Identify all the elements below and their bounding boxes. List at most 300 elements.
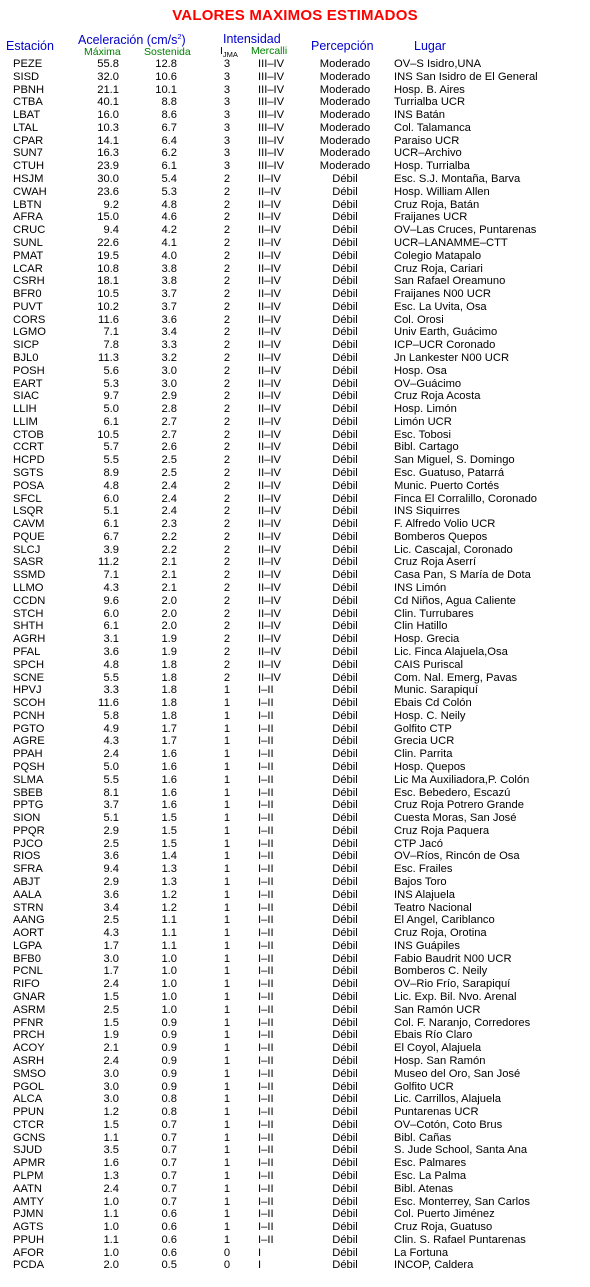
cell-ijma: 2	[223, 313, 231, 326]
cell-lugar: UCR–Archivo	[394, 147, 462, 160]
cell-mercalli: II–IV	[258, 671, 282, 684]
cell-percepcion: Débil	[332, 403, 358, 416]
cell-sostenida: 0.7	[161, 1131, 177, 1144]
cell-estacion: SLCJ	[13, 543, 41, 556]
cell-percepcion: Débil	[332, 390, 358, 403]
cell-estacion: PLPM	[13, 1169, 44, 1182]
cell-ijma: 1	[223, 1042, 231, 1055]
table-row	[0, 774, 590, 787]
cell-mercalli: II–IV	[258, 492, 282, 505]
cell-estacion: SICP	[13, 339, 40, 352]
cell-mercalli: II–IV	[258, 364, 282, 377]
cell-mercalli: I–II	[258, 927, 274, 940]
table-row	[0, 927, 590, 940]
cell-percepcion: Moderado	[319, 121, 371, 134]
cell-mercalli: II–IV	[258, 479, 282, 492]
cell-lugar: Colegio Matapalo	[394, 249, 482, 262]
cell-estacion: SION	[13, 812, 41, 825]
cell-maxima: 10.5	[97, 288, 119, 301]
cell-percepcion: Débil	[332, 300, 358, 313]
cell-estacion: ACOY	[13, 1042, 45, 1055]
cell-ijma: 3	[223, 121, 231, 134]
table-row	[0, 416, 590, 429]
cell-percepcion: Débil	[332, 530, 358, 543]
cell-lugar: Esc. Bebedero, Escazú	[394, 786, 511, 799]
cell-lugar: Col. F. Naranjo, Corredores	[394, 1016, 531, 1029]
cell-mercalli: II–IV	[258, 185, 282, 198]
cell-mercalli: I–II	[258, 1118, 274, 1131]
cell-maxima: 22.6	[97, 236, 119, 249]
cell-maxima: 14.1	[97, 134, 119, 147]
cell-lugar: Cuesta Moras, San José	[394, 812, 517, 825]
cell-ijma: 2	[223, 518, 231, 531]
cell-sostenida: 1.7	[161, 735, 177, 748]
cell-lugar: OV–Rio Frío, Sarapiquí	[394, 978, 511, 991]
cell-estacion: BFB0	[13, 952, 41, 965]
cell-ijma: 3	[223, 83, 231, 96]
cell-sostenida: 1.6	[161, 760, 177, 773]
table-row	[0, 199, 590, 212]
cell-estacion: LCAR	[13, 262, 43, 275]
cell-mercalli: I–II	[258, 812, 274, 825]
table-row	[0, 1259, 590, 1272]
cell-maxima: 2.9	[103, 824, 119, 837]
cell-ijma: 2	[223, 236, 231, 249]
table-row	[0, 211, 590, 224]
cell-estacion: CTCR	[13, 1118, 45, 1131]
cell-maxima: 21.1	[97, 83, 119, 96]
cell-lugar: INS Batán	[394, 109, 445, 122]
cell-estacion: CRUC	[13, 224, 46, 237]
cell-sostenida: 3.7	[161, 288, 177, 301]
table-row	[0, 569, 590, 582]
cell-lugar: El Coyol, Alajuela	[394, 1042, 482, 1055]
cell-sostenida: 0.9	[161, 1042, 177, 1055]
cell-percepcion: Moderado	[319, 109, 371, 122]
table-row	[0, 518, 590, 531]
cell-ijma: 3	[223, 96, 231, 109]
cell-estacion: STCH	[13, 607, 44, 620]
cell-ijma: 1	[223, 697, 231, 710]
cell-ijma: 1	[223, 735, 231, 748]
cell-ijma: 2	[223, 582, 231, 595]
cell-ijma: 1	[223, 927, 231, 940]
cell-percepcion: Débil	[332, 799, 358, 812]
cell-ijma: 1	[223, 1118, 231, 1131]
cell-mercalli: III–IV	[258, 121, 285, 134]
table-row	[0, 595, 590, 608]
cell-mercalli: II–IV	[258, 518, 282, 531]
cell-sostenida: 2.4	[161, 479, 177, 492]
cell-percepcion: Débil	[332, 1016, 358, 1029]
cell-maxima: 1.3	[103, 1169, 119, 1182]
cell-maxima: 2.5	[103, 914, 119, 927]
cell-maxima: 2.4	[103, 748, 119, 761]
cell-ijma: 2	[223, 351, 231, 364]
cell-mercalli: I–II	[258, 1003, 274, 1016]
cell-mercalli: II–IV	[258, 262, 282, 275]
cell-maxima: 9.4	[103, 863, 119, 876]
table-row	[0, 1196, 590, 1209]
cell-percepcion: Débil	[332, 1118, 358, 1131]
cell-sostenida: 1.9	[161, 633, 177, 646]
cell-estacion: PCNH	[13, 709, 45, 722]
cell-estacion: CAVM	[13, 518, 45, 531]
cell-sostenida: 3.0	[161, 364, 177, 377]
cell-lugar: Col. Orosi	[394, 313, 444, 326]
cell-mercalli: II–IV	[258, 582, 282, 595]
cell-percepcion: Débil	[332, 1246, 358, 1259]
cell-percepcion: Débil	[332, 1195, 358, 1208]
cell-estacion: ABJT	[13, 876, 41, 888]
cell-ijma: 1	[223, 1195, 231, 1208]
cell-estacion: PPUH	[13, 1233, 45, 1246]
cell-maxima: 40.1	[97, 96, 119, 109]
cell-ijma: 1	[223, 991, 231, 1004]
cell-ijma: 1	[223, 978, 231, 991]
cell-estacion: LBAT	[13, 109, 41, 122]
cell-lugar: Bajos Toro	[394, 876, 447, 888]
cell-maxima: 11.3	[98, 351, 119, 364]
cell-maxima: 7.1	[103, 569, 119, 582]
cell-ijma: 2	[223, 620, 231, 633]
cell-sostenida: 1.6	[161, 773, 177, 786]
cell-ijma: 2	[223, 569, 231, 582]
cell-maxima: 1.9	[103, 1029, 119, 1042]
table-row	[0, 697, 590, 710]
cell-sostenida: 0.6	[161, 1233, 177, 1246]
table-row	[0, 544, 590, 557]
cell-sostenida: 4.8	[161, 198, 177, 211]
table-row	[0, 684, 590, 697]
cell-ijma: 1	[223, 799, 231, 812]
cell-percepcion: Débil	[332, 518, 358, 531]
cell-percepcion: Débil	[332, 1259, 358, 1272]
cell-maxima: 18.1	[97, 275, 119, 288]
cell-lugar: Golfito UCR	[394, 1080, 454, 1093]
cell-ijma: 2	[223, 390, 231, 403]
cell-percepcion: Moderado	[319, 70, 371, 83]
cell-sostenida: 5.4	[161, 173, 177, 186]
table-row	[0, 365, 590, 378]
cell-mercalli: II–IV	[258, 313, 282, 326]
cell-sostenida: 0.8	[161, 1106, 177, 1119]
cell-ijma: 2	[223, 607, 231, 620]
cell-estacion: CORS	[13, 313, 46, 326]
cell-mercalli: III–IV	[258, 70, 285, 83]
cell-estacion: SUN7	[13, 147, 43, 160]
cell-ijma: 1	[223, 1233, 231, 1246]
cell-sostenida: 0.8	[161, 1093, 177, 1106]
cell-maxima: 23.9	[97, 160, 119, 173]
cell-lugar: Munic. Puerto Cortés	[394, 479, 500, 492]
cell-sostenida: 2.9	[161, 390, 177, 403]
cell-maxima: 7.1	[103, 326, 119, 339]
cell-mercalli: III–IV	[258, 58, 285, 70]
cell-percepcion: Débil	[332, 748, 358, 761]
cell-estacion: POSA	[13, 479, 45, 492]
cell-percepcion: Moderado	[319, 83, 371, 96]
table-row	[0, 275, 590, 288]
cell-estacion: PQUE	[13, 530, 45, 543]
table-row	[0, 1029, 590, 1042]
table-row	[0, 1004, 590, 1017]
cell-percepcion: Débil	[332, 326, 358, 339]
cell-maxima: 3.7	[103, 799, 119, 812]
cell-ijma: 1	[223, 1029, 231, 1042]
cell-percepcion: Moderado	[319, 147, 371, 160]
cell-lugar: Hosp. San Ramón	[394, 1054, 486, 1067]
cell-maxima: 6.0	[103, 607, 119, 620]
cell-mercalli: I–II	[258, 1157, 274, 1170]
cell-mercalli: I–II	[258, 760, 274, 773]
cell-lugar: Cruz Roja Aserrí	[394, 556, 477, 569]
cell-mercalli: I–II	[258, 1144, 274, 1157]
cell-maxima: 19.5	[97, 249, 119, 262]
table-row	[0, 940, 590, 953]
cell-mercalli: II–IV	[258, 441, 282, 454]
cell-sostenida: 3.8	[161, 262, 177, 275]
cell-ijma: 2	[223, 198, 231, 211]
cell-estacion: PPTG	[13, 799, 44, 812]
table-row	[0, 467, 590, 480]
cell-lugar: INCOP, Caldera	[394, 1259, 474, 1272]
cell-sostenida: 1.0	[161, 991, 177, 1004]
cell-ijma: 1	[223, 1169, 231, 1182]
cell-maxima: 1.5	[103, 991, 119, 1004]
table-row	[0, 978, 590, 991]
cell-sostenida: 8.6	[161, 109, 177, 122]
cell-percepcion: Débil	[332, 620, 358, 633]
cell-lugar: INS Limón	[394, 582, 447, 595]
cell-maxima: 1.5	[103, 1118, 119, 1131]
cell-mercalli: I–II	[258, 722, 274, 735]
cell-percepcion: Débil	[332, 927, 358, 940]
cell-sostenida: 2.4	[161, 505, 177, 518]
cell-ijma: 0	[223, 1259, 231, 1272]
cell-mercalli: II–IV	[258, 645, 282, 658]
cell-mercalli: II–IV	[258, 173, 282, 186]
cell-percepcion: Débil	[332, 1080, 358, 1093]
cell-estacion: LTAL	[13, 121, 39, 134]
table-row	[0, 403, 590, 416]
cell-estacion: POSH	[13, 364, 45, 377]
cell-lugar: Cruz Roja, Guatuso	[394, 1221, 493, 1234]
cell-maxima: 1.7	[103, 965, 119, 978]
cell-lugar: Bibl. Cartago	[394, 441, 459, 454]
cell-sostenida: 6.1	[161, 160, 177, 173]
cell-percepcion: Débil	[332, 479, 358, 492]
cell-lugar: Paraiso UCR	[394, 134, 460, 147]
cell-lugar: S. Jude School, Santa Ana	[394, 1144, 528, 1157]
cell-sostenida: 6.7	[161, 121, 177, 134]
cell-mercalli: I–II	[258, 965, 274, 978]
cell-lugar: Bomberos Quepos	[394, 530, 488, 543]
cell-sostenida: 3.4	[161, 326, 177, 339]
cell-estacion: CTUH	[13, 160, 45, 173]
cell-lugar: INS Guápiles	[394, 939, 460, 952]
cell-sostenida: 2.7	[161, 428, 177, 441]
table-row	[0, 173, 590, 186]
cell-ijma: 2	[223, 428, 231, 441]
cell-sostenida: 1.7	[161, 722, 177, 735]
cell-ijma: 2	[223, 633, 231, 646]
cell-estacion: GNAR	[13, 991, 46, 1004]
cell-estacion: PBNH	[13, 83, 45, 96]
cell-sostenida: 10.6	[155, 70, 177, 83]
cell-estacion: CSRH	[13, 275, 45, 288]
cell-estacion: AALA	[13, 888, 42, 901]
cell-lugar: Esc. La Uvita, Osa	[394, 300, 487, 313]
cell-maxima: 2.4	[103, 978, 119, 991]
cell-estacion: LLMO	[13, 582, 44, 595]
table-row	[0, 429, 590, 442]
cell-maxima: 1.0	[103, 1221, 119, 1234]
cell-sostenida: 1.8	[161, 658, 177, 671]
cell-sostenida: 2.4	[161, 492, 177, 505]
cell-mercalli: II–IV	[258, 569, 282, 582]
cell-lugar: San Ramón UCR	[394, 1003, 481, 1016]
cell-maxima: 3.6	[103, 888, 119, 901]
cell-lugar: Casa Pan, S María de Dota	[394, 569, 531, 582]
cell-percepcion: Débil	[332, 1157, 358, 1170]
cell-sostenida: 0.9	[161, 1054, 177, 1067]
cell-percepcion: Débil	[332, 684, 358, 697]
table-row	[0, 876, 590, 889]
cell-percepcion: Débil	[332, 505, 358, 518]
cell-sostenida: 1.0	[161, 1003, 177, 1016]
cell-sostenida: 1.8	[161, 709, 177, 722]
cell-ijma: 1	[223, 786, 231, 799]
table-row	[0, 250, 590, 263]
cell-maxima: 10.2	[97, 300, 119, 313]
cell-sostenida: 3.2	[161, 351, 177, 364]
cell-percepcion: Débil	[332, 173, 358, 186]
cell-percepcion: Débil	[332, 582, 358, 595]
cell-estacion: SIAC	[13, 390, 40, 403]
cell-ijma: 2	[223, 185, 231, 198]
cell-percepcion: Débil	[332, 1221, 358, 1234]
cell-maxima: 5.8	[103, 709, 119, 722]
table-row	[0, 1042, 590, 1055]
cell-mercalli: I–II	[258, 1106, 274, 1119]
cell-estacion: PPAH	[13, 748, 43, 761]
table-row	[0, 902, 590, 915]
cell-estacion: BJL0	[13, 351, 39, 364]
cell-lugar: Cd Niños, Agua Caliente	[394, 594, 516, 607]
cell-maxima: 3.1	[103, 633, 119, 646]
table-row	[0, 748, 590, 761]
cell-mercalli: I–II	[258, 1016, 274, 1029]
cell-sostenida: 1.0	[161, 952, 177, 965]
cell-ijma: 3	[223, 147, 231, 160]
cell-sostenida: 1.1	[161, 939, 177, 952]
cell-maxima: 1.7	[103, 939, 119, 952]
cell-maxima: 23.6	[97, 185, 119, 198]
cell-sostenida: 0.6	[161, 1208, 177, 1221]
table-row	[0, 441, 590, 454]
cell-sostenida: 3.6	[161, 313, 177, 326]
cell-ijma: 2	[223, 377, 231, 390]
cell-maxima: 5.5	[103, 773, 119, 786]
cell-mercalli: III–IV	[258, 83, 285, 96]
cell-mercalli: I–II	[258, 901, 274, 914]
cell-maxima: 1.5	[103, 1016, 119, 1029]
cell-maxima: 7.8	[103, 339, 119, 352]
table-row	[0, 147, 590, 160]
cell-estacion: APMR	[13, 1157, 46, 1170]
cell-percepcion: Débil	[332, 1042, 358, 1055]
cell-sostenida: 1.6	[161, 799, 177, 812]
cell-sostenida: 1.5	[161, 837, 177, 850]
cell-lugar: Esc. Guatuso, Patarrá	[394, 467, 505, 479]
cell-sostenida: 4.0	[161, 249, 177, 262]
cell-mercalli: II–IV	[258, 543, 282, 556]
table-row	[0, 633, 590, 646]
cell-sostenida: 1.0	[161, 965, 177, 978]
cell-lugar: Col. Talamanca	[394, 121, 471, 134]
cell-mercalli: II–IV	[258, 339, 282, 352]
cell-ijma: 1	[223, 939, 231, 952]
cell-maxima: 2.1	[103, 1042, 119, 1055]
table-row	[0, 505, 590, 518]
table-row	[0, 838, 590, 851]
cell-sostenida: 6.2	[161, 147, 177, 160]
cell-maxima: 11.6	[98, 697, 119, 710]
table-row	[0, 326, 590, 339]
table-row	[0, 1055, 590, 1068]
cell-estacion: PJMN	[13, 1208, 44, 1221]
cell-sostenida: 1.9	[161, 645, 177, 658]
cell-ijma: 1	[223, 952, 231, 965]
cell-estacion: STRN	[13, 901, 44, 914]
cell-lugar: Cruz Roja Potrero Grande	[394, 799, 524, 812]
cell-percepcion: Débil	[332, 236, 358, 249]
cell-sostenida: 1.8	[161, 684, 177, 697]
cell-mercalli: II–IV	[258, 198, 282, 211]
cell-sostenida: 0.7	[161, 1195, 177, 1208]
cell-percepcion: Débil	[332, 952, 358, 965]
cell-sostenida: 2.5	[161, 454, 177, 467]
cell-estacion: BFR0	[13, 288, 42, 301]
cell-mercalli: II–IV	[258, 428, 282, 441]
cell-sostenida: 2.0	[161, 607, 177, 620]
cell-maxima: 6.1	[103, 518, 119, 531]
cell-maxima: 5.0	[103, 403, 119, 416]
cell-lugar: OV–Guácimo	[394, 377, 462, 390]
cell-sostenida: 6.4	[161, 134, 177, 147]
cell-percepcion: Débil	[332, 850, 358, 863]
table-row	[0, 761, 590, 774]
cell-mercalli: I–II	[258, 799, 274, 812]
cell-estacion: CTBA	[13, 96, 43, 109]
cell-maxima: 3.0	[103, 1093, 119, 1106]
header-sostenida: Sostenida	[144, 46, 191, 58]
cell-percepcion: Débil	[332, 760, 358, 773]
cell-estacion: ASRH	[13, 1054, 45, 1067]
table-row	[0, 301, 590, 314]
cell-lugar: Golfito CTP	[394, 722, 452, 735]
cell-ijma: 1	[223, 1016, 231, 1029]
cell-maxima: 3.0	[103, 1080, 119, 1093]
cell-maxima: 3.3	[103, 684, 119, 697]
cell-lugar: OV–Ríos, Rincón de Osa	[394, 850, 520, 863]
cell-maxima: 2.0	[103, 1259, 119, 1272]
cell-lugar: OV–Cotón, Coto Brus	[394, 1118, 503, 1131]
cell-sostenida: 2.6	[161, 441, 177, 454]
cell-ijma: 1	[223, 876, 231, 888]
cell-mercalli: I–II	[258, 978, 274, 991]
